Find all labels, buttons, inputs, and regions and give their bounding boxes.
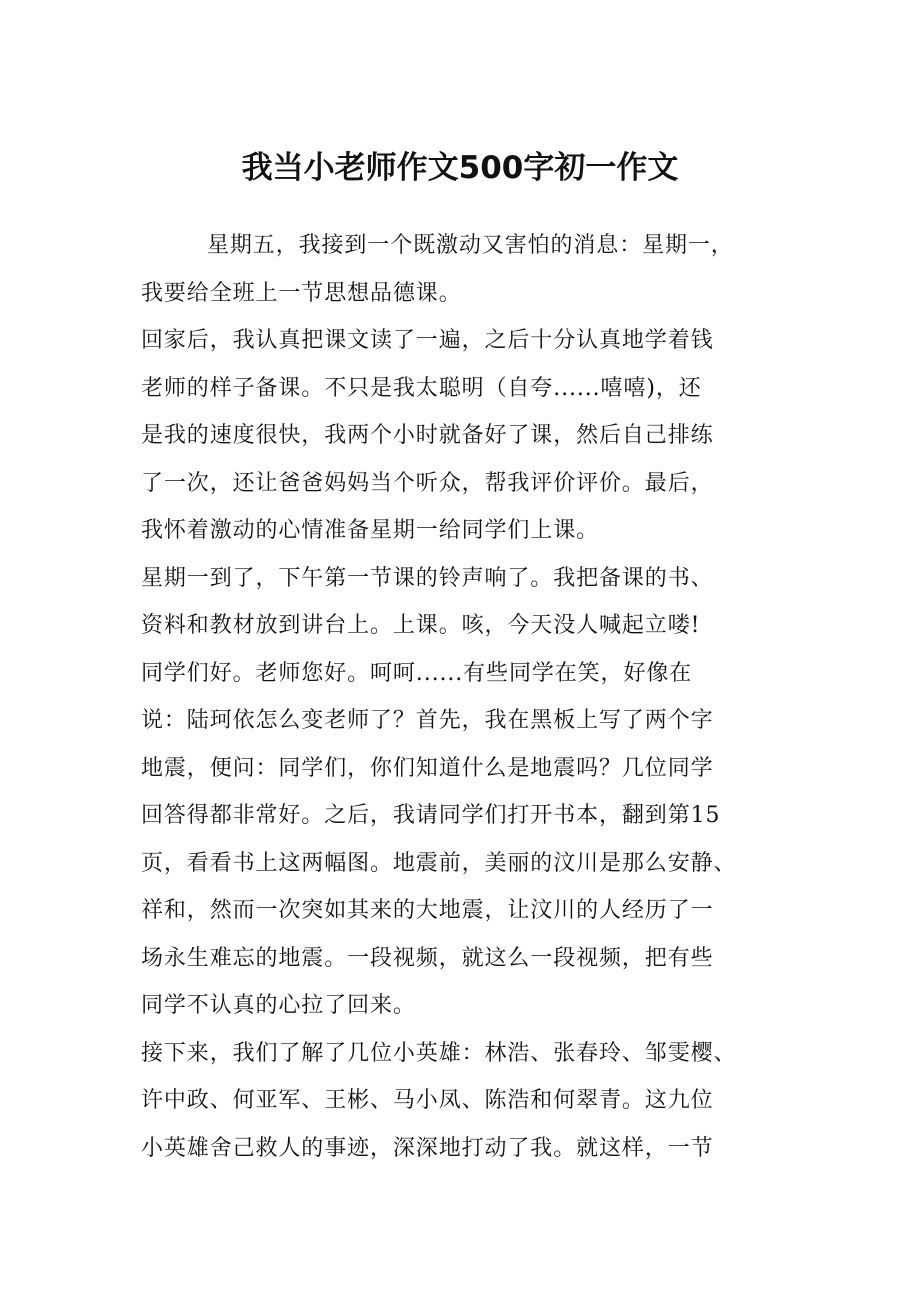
paragraph-4-line-2: 许中政、何亚军、王彬、马小凤、陈浩和何翠青。这九位 [141,1088,714,1113]
paragraph-3-line-2: 资料和教材放到讲台上。上课。咳，今天没人喊起立喽! [141,613,701,638]
paragraph-4-line-3: 小英雄舍己救人的事迹，深深地打动了我。就这样，一节 [141,1135,714,1161]
document-title: 我当小老师作文500字初一作文 [241,150,679,186]
paragraph-2-line-2: 老师的样子备课。不只是我太聪明（自夸......嘻嘻)，还 [141,375,702,401]
paragraph-1-line-1: 星期五，我接到一个既激动又害怕的消息：星期一， [207,233,734,258]
paragraph-2-line-1: 回家后，我认真把课文读了一遍，之后十分认真地学着钱 [141,328,714,353]
paragraph-3-line-10: 同学不认真的心拉了回来。 [141,993,416,1018]
paragraph-2-line-3: 是我的速度很快，我两个小时就备好了课，然后自己排练 [141,423,714,448]
paragraph-3-line-3: 同学们好。老师您好。呵呵......有些同学在笑，好像在 [141,660,693,686]
paragraph-3-line-4: 说：陆珂依怎么变老师了？首先，我在黑板上写了两个字 [141,708,714,733]
paragraph-3-line-6: 回答得都非常好。之后，我请同学们打开书本，翻到第15 [141,803,721,828]
paragraph-3-line-1: 星期一到了，下午第一节课的铃声响了。我把备课的书、 [141,565,714,591]
paragraph-3-line-8: 祥和，然而一次突如其来的大地震，让汶川的人经历了一 [141,898,714,923]
paragraph-2-line-5: 我怀着激动的心情准备星期一给同学们上课。 [141,518,600,543]
paragraph-3-line-7: 页，看看书上这两幅图。地震前，美丽的汶川是那么安静、 [141,850,737,876]
document-body [141,222,781,1172]
paragraph-1-line-2: 我要给全班上一节思想品德课。 [141,280,462,306]
paragraph-3-line-5: 地震，便问：同学们，你们知道什么是地震吗？几位同学 [141,755,714,781]
paragraph-2-line-4: 了一次，还让爸爸妈妈当个听众，帮我评价评价。最后， [141,470,714,496]
paragraph-3-line-9: 场永生难忘的地震。一段视频，就这么一段视频，把有些 [141,945,714,971]
paragraph-4-line-1: 接下来，我们了解了几位小英雄：林浩、张春玲、邹雯樱、 [141,1040,737,1066]
